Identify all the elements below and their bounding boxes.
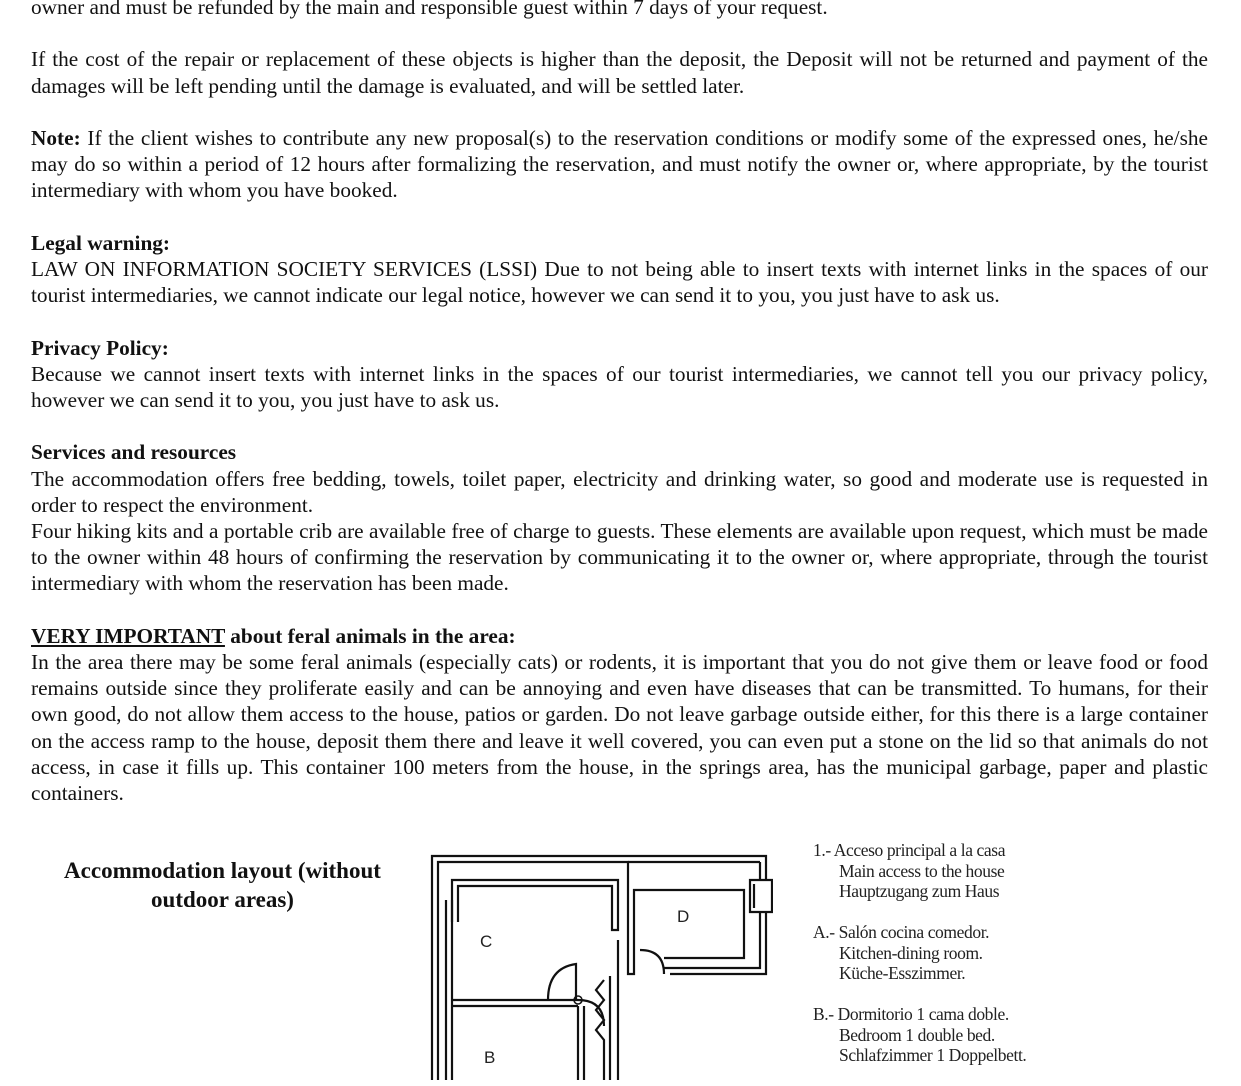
- layout-title-line2: outdoor areas): [151, 887, 294, 912]
- room-label-b: B: [484, 1048, 496, 1067]
- legend-entry-1-line3: Hauptzugang zum Haus: [839, 881, 1000, 901]
- services-text-2: Four hiking kits and a portable crib are available free of charge to guests. These elements are available upon request, which must be made to the owner within 48 hours of confirming the reservation by communicating it to the owner or, where appropriate, through the tourist intermediary with whom the reservation has been made.: [31, 518, 1208, 596]
- legend-entry-1-line2: Main access to the house: [839, 860, 1005, 881]
- note-paragraph: [31, 125, 1208, 204]
- services-heading: Services and resources: [31, 440, 237, 465]
- plan-wall-horizontal: [452, 1000, 578, 1006]
- plan-window: [750, 880, 772, 912]
- legend-entry-b-line1: B.- Dormitorio 1 cama doble.: [813, 1004, 1009, 1024]
- plan-door-arc-2: [640, 950, 664, 974]
- feral-animals-heading: [31, 623, 1208, 649]
- legend-entry-b-line2: Bedroom 1 double bed.: [839, 1024, 995, 1045]
- plan-room-c-wall: [452, 880, 618, 930]
- privacy-policy-text: Because we cannot insert texts with internet links in the spaces of our tourist intermediaries, we cannot tell you our privacy policy, however we can send it to you, you just have to ask us.: [31, 361, 1208, 412]
- legal-warning-heading: Legal warning:: [31, 230, 171, 255]
- plan-legend: [813, 840, 1233, 1086]
- legend-entry-1: [813, 840, 1233, 902]
- note-text: If the client wishes to contribute any new proposal(s) to the reservation conditions or modify some of the expressed ones, he/she may do so within a period of 12 hours after formalizing the reservation, and must notify the owner or, where appropriate, by the tourist intermediary with whom you have booked.: [31, 125, 1208, 203]
- legend-entry-b: [813, 1004, 1233, 1066]
- damage-cost-paragraph: If the cost of the repair or replacement of these objects is higher than the deposit, the Deposit will not be returned and payment of the damages will be left pending until the damage is evaluated, and will be settled later.: [31, 47, 1208, 98]
- legend-entry-a-line2: Kitchen-dining room.: [839, 942, 983, 963]
- plan-bottom-wall: [578, 1006, 584, 1080]
- legend-entry-1-line1: 1.- Acceso principal a la casa: [813, 840, 1006, 860]
- legend-entry-a-line3: Küche-Esszimmer.: [839, 963, 966, 983]
- legend-entry-a-line1: A.- Salón cocina comedor.: [813, 922, 990, 942]
- plan-door-arc-1: [548, 964, 576, 1000]
- layout-title-line1: Accommodation layout (without: [64, 858, 381, 883]
- feral-animals-text: In the area there may be some feral animals (especially cats) or rodents, it is important that you do not give them or leave food or food remains outside since they proliferate easily and can be annoying and even have diseases that can be transmitted. To humans, for their own good, do not allow them access to the house, patios or garden. Do not leave garbage outside either, for this there is a large container on the access ramp to the house, deposit them there and leave it well covered, you can even put a stone on the lid so that animals do not access, in case it fills up. This container 100 meters from the house, in the springs area, has the municipal garbage, paper and plastic containers.: [31, 649, 1208, 805]
- plan-wall-c-b: [446, 900, 452, 1080]
- feral-heading-rest: about feral animals in the area:: [224, 623, 516, 648]
- plan-stairs: [596, 980, 604, 1080]
- plan-room-d-wall: [628, 880, 744, 974]
- privacy-policy-heading: Privacy Policy:: [31, 335, 169, 360]
- feral-heading-underlined: VERY IMPORTANT: [31, 623, 225, 648]
- legend-entry-b-line3: Schlafzimmer 1 Doppelbett.: [839, 1045, 1027, 1065]
- layout-title: [40, 856, 405, 914]
- room-label-c: C: [480, 932, 493, 951]
- legal-warning-text: LAW ON INFORMATION SOCIETY SERVICES (LSSI) Due to not being able to insert texts with internet links in the spaces of our tourist intermediaries, we cannot indicate our legal notice, however we can send it to you, you just have to ask us.: [31, 256, 1208, 308]
- floor-plan: [428, 850, 773, 1080]
- document-body: [31, 0, 1208, 832]
- plan-stair-wall: [610, 940, 618, 1080]
- note-label: Note:: [31, 125, 81, 150]
- deposit-refund-paragraph: owner and must be refunded by the main and responsible guest within 7 days of your request.: [31, 0, 828, 19]
- room-label-d: D: [677, 907, 690, 926]
- legend-entry-a: [813, 922, 1233, 984]
- services-text-1: The accommodation offers free bedding, towels, toilet paper, electricity and drinking water, so good and moderate use is requested in order to respect the environment.: [31, 466, 1208, 517]
